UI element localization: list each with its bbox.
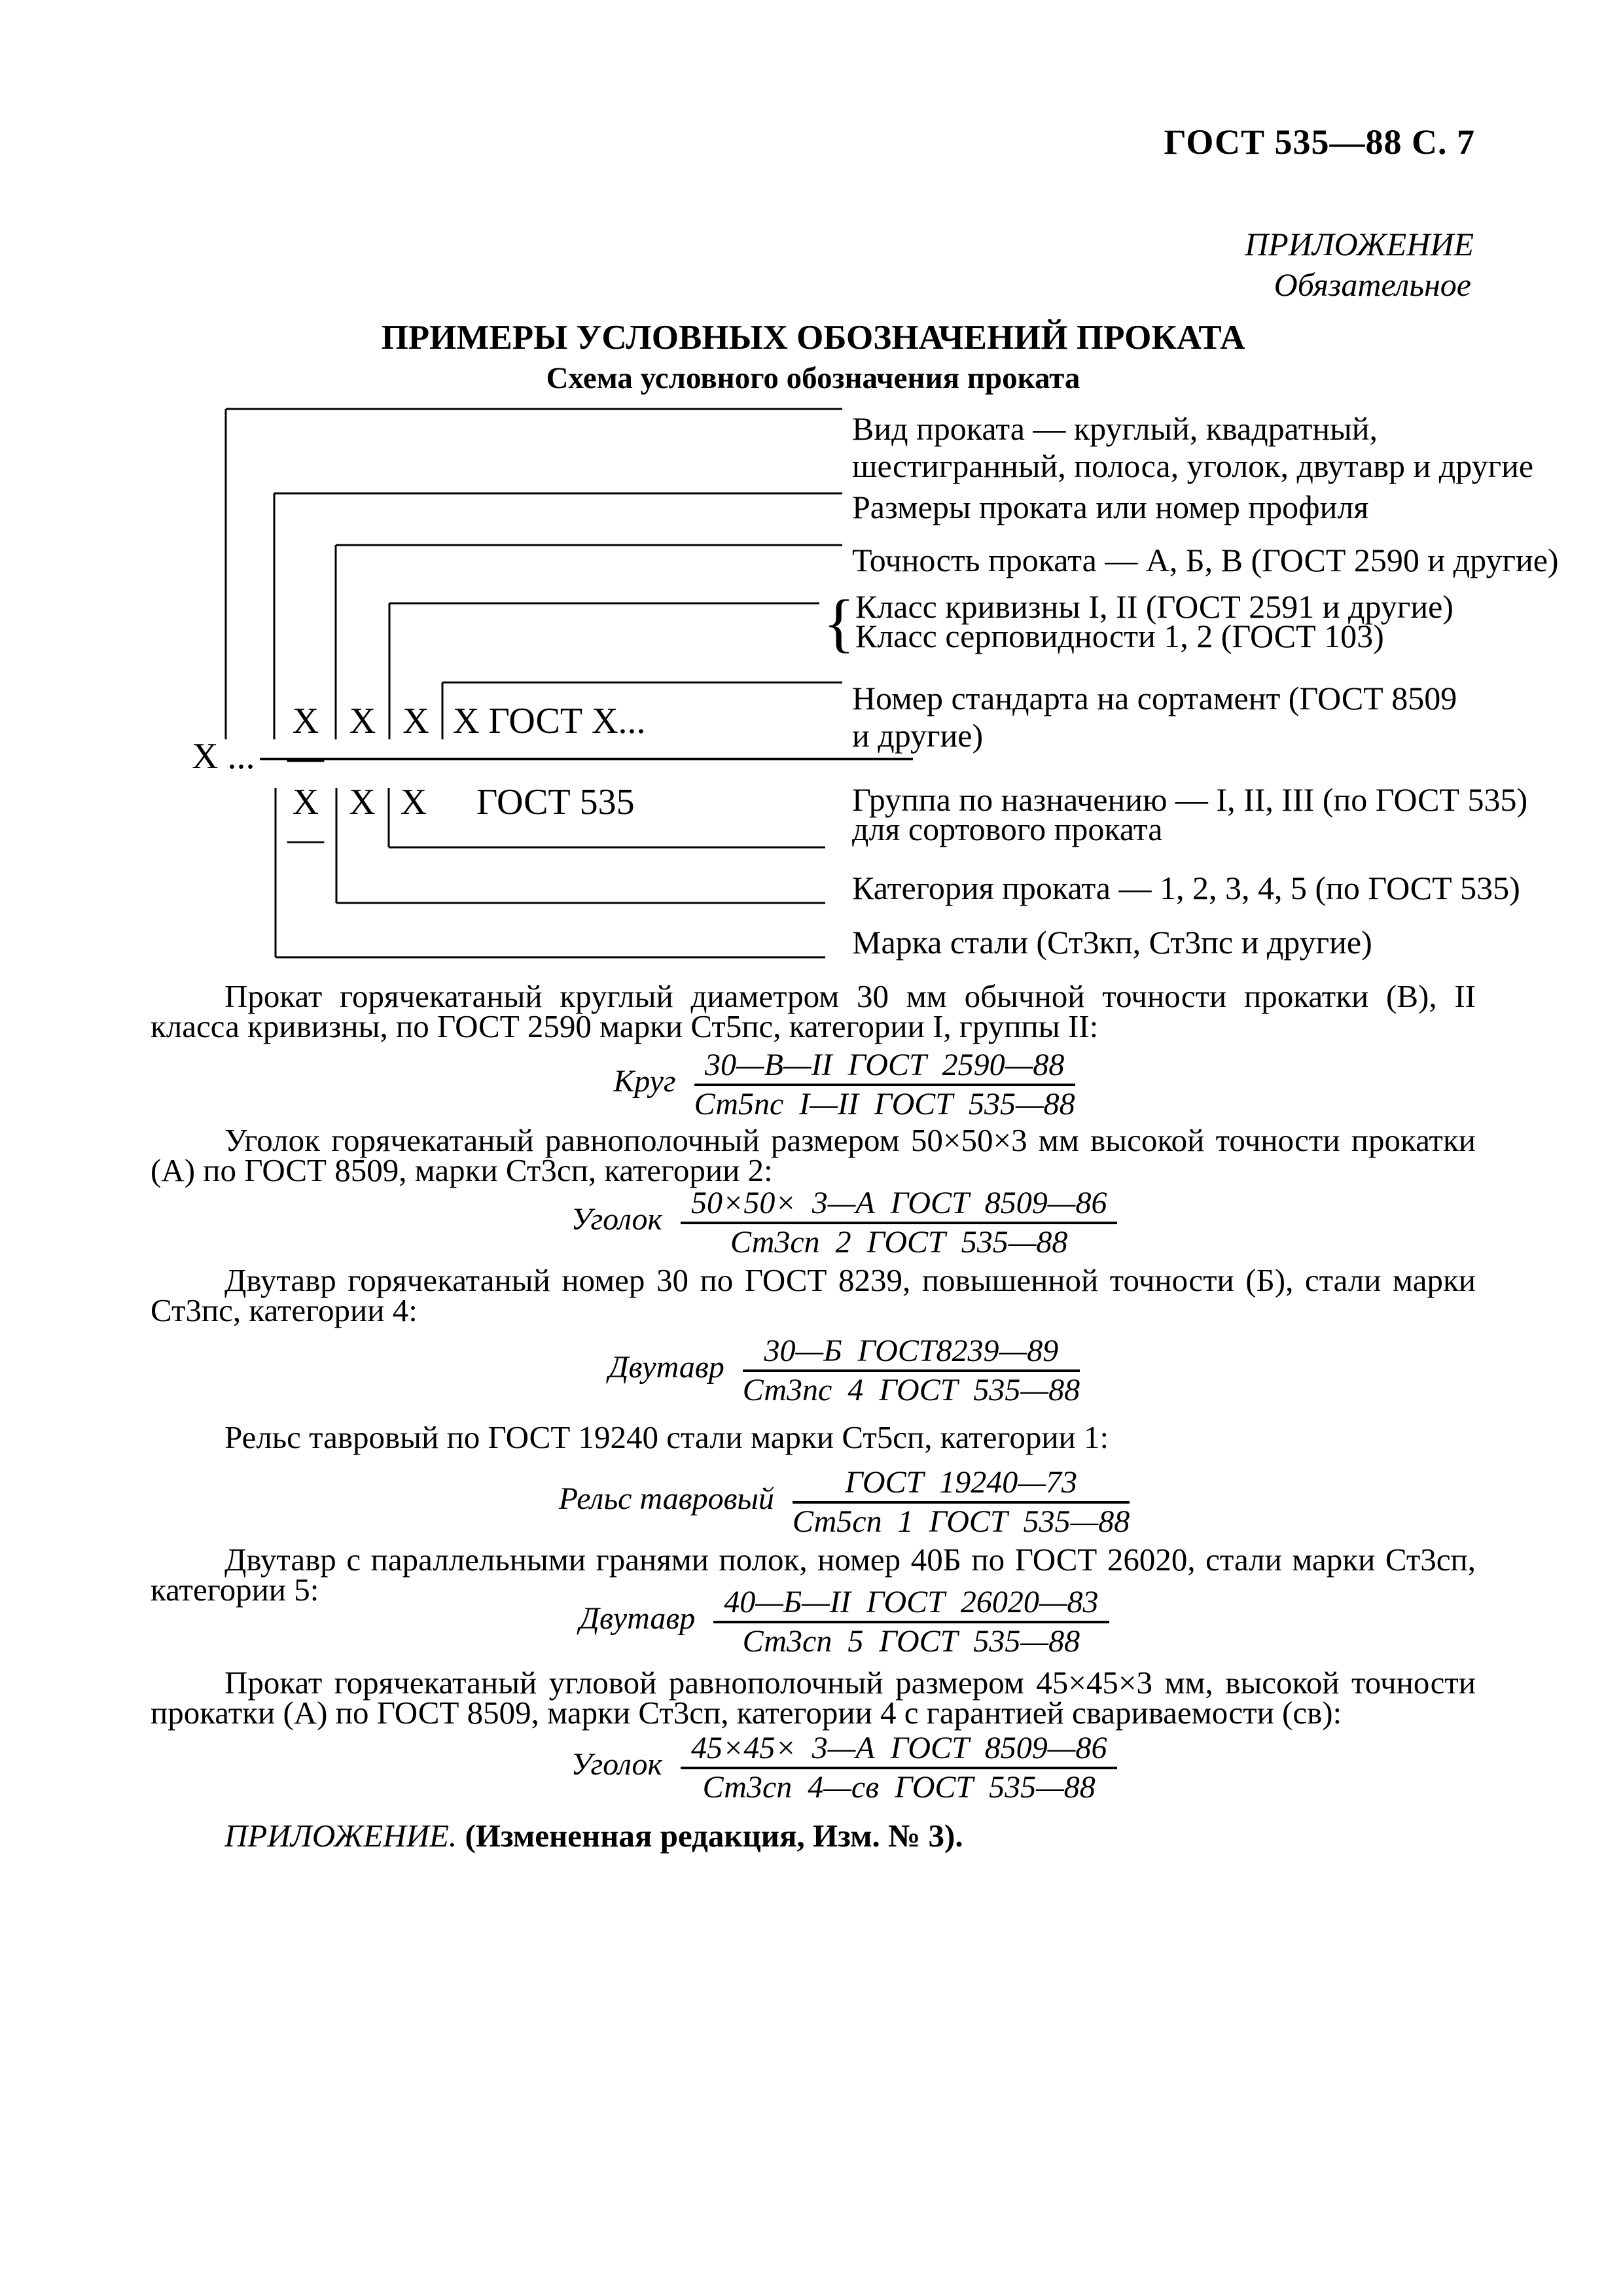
appendix-reference: ПРИЛОЖЕНИЕ. (224, 1818, 457, 1854)
label-kind-line1: Вид проката — круглый, квадратный, (852, 410, 1378, 447)
label-class (855, 588, 1454, 654)
formula-fraction (694, 1050, 1075, 1120)
example-paragraph: Уголок горячекатаный равнополочный размером 50×50×3 мм высокой точности прокатки (А) по ГОСТ 8509, марки Ст3сп, категории 2: (151, 1122, 1476, 1188)
label-category: Категория проката — 1, 2, 3, 4, 5 (по ГОСТ 535) (852, 870, 1520, 906)
label-group-line2: для сортового проката (852, 811, 1163, 847)
label-accuracy: Точность проката — А, Б, В (ГОСТ 2590 и другие) (852, 542, 1559, 578)
label-size: Размеры проката или номер профиля (852, 489, 1369, 525)
example-formula (151, 1188, 1476, 1258)
label-crescent: Класс серповидности 1, 2 (ГОСТ 103) (855, 618, 1384, 654)
example-formula (151, 1587, 1476, 1657)
formula-denominator: Ст3сп 5 ГОСТ 535—88 (742, 1624, 1080, 1659)
example-formula (151, 1733, 1476, 1803)
label-grade: Марка стали (Ст3кп, Ст3пс и другие) (852, 924, 1372, 961)
formula-denominator: Ст3сп 2 ГОСТ 535—88 (730, 1225, 1068, 1260)
denominator-standard: ГОСТ 535 (476, 782, 635, 822)
appendix-heading: ПРИЛОЖЕНИЕ (1245, 226, 1474, 262)
formula-numerator: 40—Б—II ГОСТ 26020—83 (724, 1585, 1099, 1619)
formula-numerator: 50×50× 3—А ГОСТ 8509—86 (690, 1186, 1107, 1220)
formula-label: Уголок (571, 1201, 662, 1237)
scheme-prefix: X ... (192, 736, 255, 777)
formula-numerator: ГОСТ 19240—73 (845, 1465, 1077, 1500)
label-standard-line1: Номер стандарта на сортамент (ГОСТ 8509 (852, 680, 1457, 716)
example-paragraph: Двутавр с параллельными гранями полок, номер 40Б по ГОСТ 26020, стали марки Ст3сп, категории 5: (151, 1542, 1476, 1608)
example-formula (151, 1467, 1476, 1538)
page-title: ПРИМЕРЫ УСЛОВНЫХ ОБОЗНАЧЕНИЙ ПРОКАТА (381, 319, 1245, 357)
example-paragraph: Двутавр горячекатаный номер 30 по ГОСТ 8239, повышенной точности (Б), стали марки Ст3пс, категории 4: (151, 1262, 1476, 1328)
numerator-standard: X ГОСТ X... (453, 701, 646, 741)
label-kind (852, 410, 1533, 485)
revision-note: (Измененная редакция, Изм. № 3). (465, 1818, 963, 1854)
numerator-cell-accuracy: X (349, 701, 376, 741)
formula-denominator: Ст3пс 4 ГОСТ 535—88 (742, 1373, 1080, 1407)
numerator-cell-class: X (402, 701, 429, 741)
denominator-cell-group: X (400, 782, 427, 822)
formula-fraction (743, 1335, 1080, 1406)
curly-brace: { (823, 586, 855, 659)
formula-label: Круг (613, 1063, 676, 1099)
doc-reference: ГОСТ 535—88 С. 7 (1164, 122, 1475, 162)
formula-label: Двутавр (579, 1600, 696, 1636)
label-standard-line2: и другие) (852, 717, 984, 754)
denominator-cell-grade: X— (287, 782, 324, 859)
example-paragraph: Прокат горячекатаный угловой равнополочный размером 45×45×3 мм, высокой точности прокатки (А) по ГОСТ 8509, марки Ст3сп, категории 4 с гарантией свариваемости (св): (151, 1665, 1476, 1731)
example-formula (151, 1335, 1476, 1406)
formula-label: Рельс тавровый (558, 1481, 774, 1516)
label-group-line1: Группа по назначению — I, II, III (по ГОСТ 535) (852, 781, 1528, 818)
formula-fraction (713, 1587, 1109, 1657)
formula-label: Двутавр (608, 1349, 724, 1385)
formula-numerator: 30—Б ГОСТ8239—89 (764, 1333, 1059, 1368)
numerator-cell-size: X— (287, 701, 324, 778)
formula-numerator: 30—В—II ГОСТ 2590—88 (704, 1048, 1065, 1082)
formula-fraction (681, 1733, 1118, 1803)
label-kind-line2: шестигранный, полоса, уголок, двутавр и другие (852, 448, 1534, 484)
formula-denominator: Ст3сп 4—св ГОСТ 535—88 (702, 1770, 1096, 1805)
formula-denominator: Ст5пс I—II ГОСТ 535—88 (694, 1087, 1075, 1122)
denominator-cell-category: X (349, 782, 376, 822)
label-standard (852, 680, 1457, 754)
formula-fraction (793, 1467, 1130, 1538)
example-paragraph: Прокат горячекатаный круглый диаметром 30 мм обычной точности прокатки (В), II класса кривизны, по ГОСТ 2590 марки Ст5пс, категории I, группы II: (151, 978, 1476, 1044)
page-subtitle: Схема условного обозначения проката (546, 361, 1080, 395)
label-group (852, 781, 1528, 847)
formula-denominator: Ст5сп 1 ГОСТ 535—88 (792, 1504, 1130, 1539)
formula-label: Уголок (571, 1746, 662, 1782)
example-paragraph: Рельс тавровый по ГОСТ 19240 стали марки Ст5сп, категории 1: (224, 1419, 1109, 1455)
formula-fraction (681, 1188, 1118, 1258)
label-curvature: Класс кривизны I, II (ГОСТ 2591 и другие) (855, 588, 1454, 625)
example-formula (151, 1050, 1476, 1120)
formula-numerator: 45×45× 3—А ГОСТ 8509—86 (690, 1731, 1107, 1765)
appendix-kind: Обязательное (1274, 266, 1471, 303)
revision-note-line (224, 1817, 963, 1854)
